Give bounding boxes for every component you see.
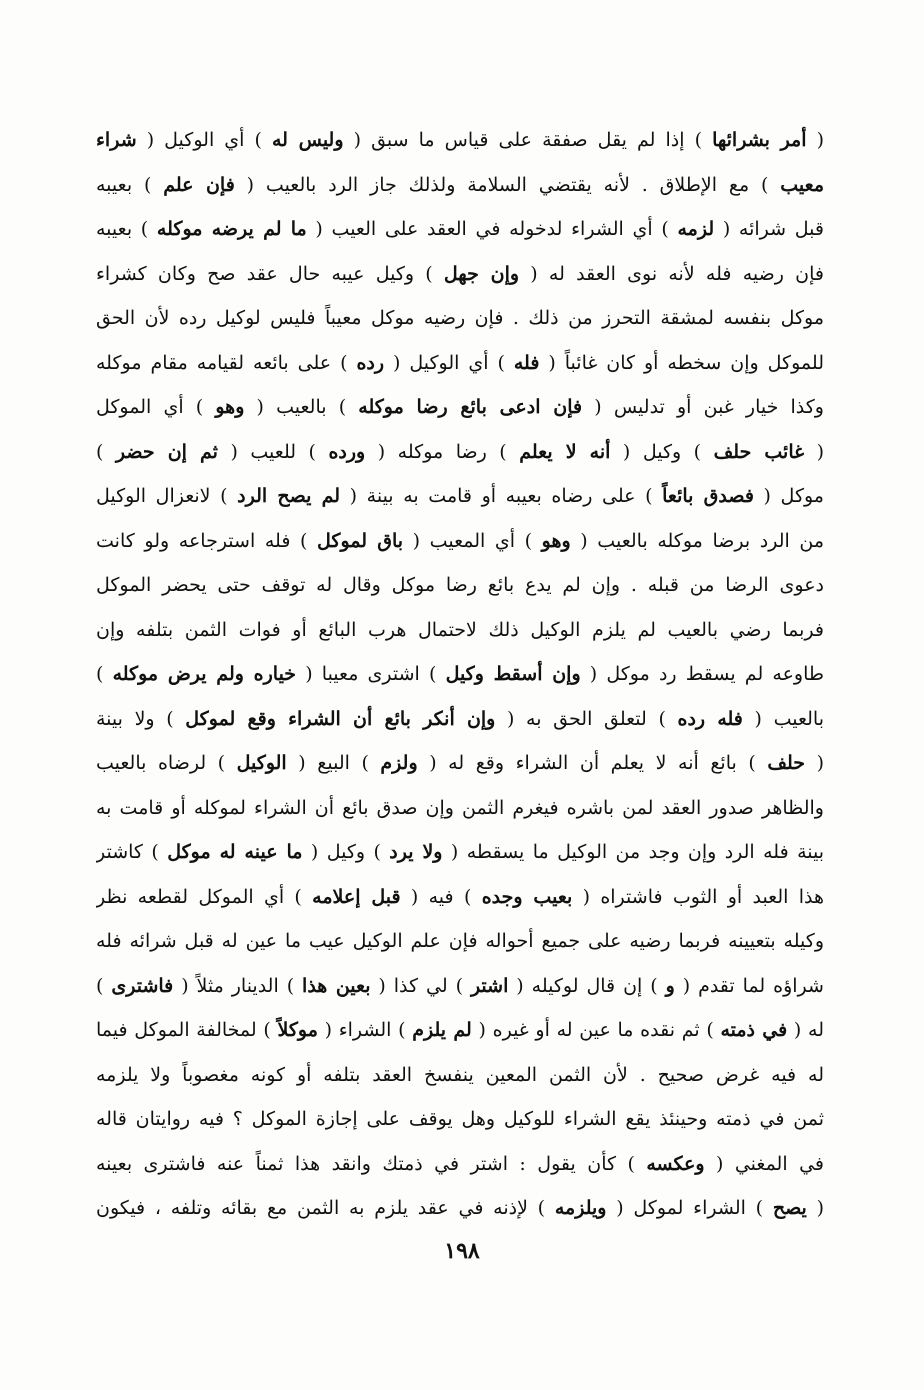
body-text <box>96 118 824 1231</box>
bold-term: يصح <box>772 1197 807 1219</box>
bold-term: ويلزمه <box>554 1197 607 1219</box>
text-line <box>96 830 824 875</box>
text-run: قبل شرائه ( <box>714 218 824 240</box>
bold-term: لزمه <box>677 218 715 240</box>
text-run: هذا العبد أو الثوب فاشتراه ( <box>572 885 824 908</box>
text-run: ) مع الإطلاق . لأنه يقتضي السلامة ولذلك جاز الرد بالعيب ( <box>234 173 781 196</box>
text-run: ) فله استرجاعه ولو كانت <box>96 529 318 552</box>
bold-term: اشتر <box>470 974 509 997</box>
text-run: ) البيع ( <box>286 752 381 774</box>
text-run: بالعيب ( <box>742 707 824 730</box>
text-run: موكل بنفسه لمشقة التحرز من ذلك . فإن رضيه موكل معيباً فليس لوكيل رده لأن الحق <box>96 307 824 329</box>
bold-term: أمر بشرائها <box>712 129 807 151</box>
bold-term: الوكيل <box>236 752 287 774</box>
text-line <box>96 1053 824 1098</box>
bold-term: غائب حلف <box>713 440 805 463</box>
text-line <box>96 1008 824 1053</box>
bold-term: لم يلزم <box>412 1019 472 1041</box>
bold-term: لم يصح الرد <box>237 485 341 507</box>
bold-term: قبل إعلامه <box>312 885 401 908</box>
text-run: بينة فله الرد وإن وجد من الوكيل ما يسقطه ( <box>442 841 824 863</box>
text-run: ) اشترى معيبا ( <box>296 663 446 685</box>
text-run: ) أي الشراء لدخوله في العقد على العيب ( <box>306 218 678 240</box>
text-run: ) بائع أنه لا يعلم أن الشراء وقع له ( <box>417 752 768 774</box>
text-run: ) أي الموكل <box>96 396 216 418</box>
bold-term: وإن جهل <box>443 262 520 285</box>
text-run: ثمن في ذمته وحينئذ يقع الشراء للوكيل وهل يوقف على إجازة الموكل ؟ فيه روايتان قاله <box>96 1108 824 1130</box>
text-run: ) <box>96 663 113 685</box>
text-run: ) على بائعه لقيامه مقام موكله <box>96 351 357 374</box>
text-run: ) أي المعيب ( <box>403 529 542 552</box>
text-run: له فيه غرض صحيح . لأن الثمن المعين ينفسخ العقد بتلفه أو كونه مغصوباً ولا يلزمه <box>96 1063 824 1086</box>
bold-term: خياره ولم يرض موكله <box>112 663 297 685</box>
text-run: ) إذا لم يقل صفقة على قياس ما سبق ( <box>343 129 713 151</box>
text-run: ) الدينار مثلاً ( <box>173 974 303 997</box>
bold-term: وعكسه <box>646 1152 705 1175</box>
bold-term: حلف <box>767 752 806 774</box>
text-line <box>96 741 824 786</box>
text-run: وكيله بتعيينه فربما رضيه على جميع أحواله فإن علم الوكيل عيب ما عين له قبل شرائه فله <box>96 930 824 952</box>
text-line <box>96 786 824 831</box>
bold-term: وإن أسقط وكيل <box>445 663 581 685</box>
text-line <box>96 697 824 742</box>
bold-term: وهو <box>215 396 245 418</box>
text-line <box>96 964 824 1009</box>
text-line <box>96 1142 824 1187</box>
bold-term: فله <box>513 351 540 374</box>
text-run: ) على رضاه بعيبه أو قامت به بينة ( <box>340 485 663 507</box>
text-run: ) وكيل ( <box>302 841 390 863</box>
text-run: ( <box>806 129 824 151</box>
text-line <box>96 430 824 475</box>
text-run: ) ولا بينة <box>96 707 186 730</box>
bold-term: معيب <box>780 173 824 196</box>
text-run: ( <box>806 1197 824 1219</box>
bold-term: شراء <box>96 129 137 151</box>
text-line <box>96 1097 824 1142</box>
text-run: ) لتعلق الحق به ( <box>495 707 678 730</box>
text-line <box>96 919 824 964</box>
bold-term: فاشترى <box>111 974 174 997</box>
text-run: من الرد برضا موكله بالعيب ( <box>570 529 824 552</box>
text-run: ) لمخالفة الموكل فيما <box>96 1019 278 1041</box>
text-run: ) لإذنه في عقد يلزم به الثمن مع بقائه وتلفه ، فيكون <box>96 1197 555 1219</box>
text-run: ) الشراء لموكل ( <box>606 1197 773 1219</box>
text-run: طاوعه لم يسقط رد موكل ( <box>580 663 824 685</box>
text-run: ) إن قال لوكيله ( <box>508 974 666 997</box>
text-run: ) <box>96 440 116 463</box>
text-run: له ( <box>787 1019 824 1041</box>
text-run: ) لانعزال الوكيل <box>96 485 238 507</box>
text-line <box>96 652 824 697</box>
text-run: ) رضا موكله ( <box>365 440 520 463</box>
bold-term: فإن ادعى بائع رضا موكله <box>358 396 583 418</box>
text-run: ) أي الوكيل ( <box>136 129 272 151</box>
text-line <box>96 341 824 386</box>
text-line <box>96 252 824 297</box>
text-line <box>96 474 824 519</box>
bold-term: فصدق بائعاً <box>662 485 754 507</box>
bold-term: و <box>665 974 675 997</box>
text-run: ) للعيب ( <box>217 440 329 463</box>
text-line <box>96 608 824 653</box>
bold-term: أنه لا يعلم <box>519 440 611 463</box>
text-run: ) أي الوكيل ( <box>384 351 514 374</box>
text-run: شراؤه لما تقدم ( <box>674 974 824 997</box>
bold-term: ورده <box>328 440 366 463</box>
bold-term: موكلاً <box>277 1019 318 1041</box>
text-run: ) كأن يقول : اشتر في ذمتك وانقد هذا ثمناً عنه فاشترى بعينه <box>96 1152 647 1175</box>
text-line <box>96 385 824 430</box>
bold-term: ما لم يرضه موكله <box>156 218 307 240</box>
text-run: ) أي الموكل لقطعه نظر <box>96 885 313 908</box>
text-line <box>96 207 824 252</box>
text-run: للموكل وإن سخطه أو كان غائباً ( <box>539 351 824 374</box>
text-run: ( <box>805 752 824 774</box>
bold-term: فإن علم <box>163 173 235 196</box>
bold-term: ولزم <box>380 752 418 774</box>
text-run: فإن رضيه فله لأنه نوى العقد له ( <box>519 262 824 285</box>
text-run: ( <box>804 440 824 463</box>
text-line <box>96 1186 824 1231</box>
bold-term: فله رده <box>677 707 743 730</box>
bold-term: وإن أنكر بائع أن الشراء وقع لموكل <box>185 707 496 730</box>
text-run: ) <box>96 974 112 997</box>
bold-term: وهو <box>541 529 571 552</box>
text-run: دعوى الرضا من قبله . وإن لم يدع بائع رضا موكل وقال له توقف حتى يحضر الموكل <box>96 574 824 596</box>
bold-term: في ذمته <box>720 1019 788 1041</box>
bold-term: وليس له <box>271 129 344 151</box>
text-line <box>96 296 824 341</box>
bold-term: بعيب وجده <box>481 885 573 908</box>
text-run: ) لرضاه بالعيب <box>96 752 237 774</box>
text-run: في المغني ( <box>704 1152 824 1175</box>
text-run: والظاهر صدور العقد لمن باشره فيغرم الثمن وإن صدق بائع أن الشراء لموكله أو قامت به <box>96 796 824 819</box>
bold-term: ما عينه له موكل <box>167 841 303 863</box>
text-run: ) وكيل ( <box>610 440 714 463</box>
text-run: موكل ( <box>753 485 824 507</box>
text-run: ) ثم نقده ما عين له أو غيره ( <box>471 1019 721 1041</box>
text-run: ) فيه ( <box>400 885 482 908</box>
text-line <box>96 563 824 608</box>
text-line <box>96 875 824 920</box>
text-run: فربما رضي بالعيب لم يلزم الوكيل ذلك لاحتمال هرب البائع أو فوات الثمن بتلفه وإن <box>96 618 824 641</box>
text-line <box>96 118 824 163</box>
text-run: ) بالعيب ( <box>244 396 359 418</box>
text-run: ) بعيبه <box>96 218 157 240</box>
text-run: ) وكيل عيبه حال عقد صح وكان كشراء <box>96 262 444 285</box>
bold-term: رده <box>356 351 385 374</box>
bold-term: ثم إن حضر <box>115 440 218 463</box>
text-line <box>96 519 824 564</box>
text-run: ) كاشتر <box>96 841 168 863</box>
bold-term: ولا يرد <box>389 841 443 863</box>
text-run: ) لي كذا ( <box>370 974 471 997</box>
text-run: ) الشراء ( <box>317 1019 413 1041</box>
page-number: ١٩٨ <box>444 1238 480 1264</box>
text-run: ) بعيبه <box>96 173 164 196</box>
text-run: وكذا خيار غبن أو تدليس ( <box>582 396 824 418</box>
bold-term: باق لموكل <box>317 529 404 552</box>
bold-term: بعين هذا <box>302 974 371 997</box>
text-line <box>96 163 824 208</box>
